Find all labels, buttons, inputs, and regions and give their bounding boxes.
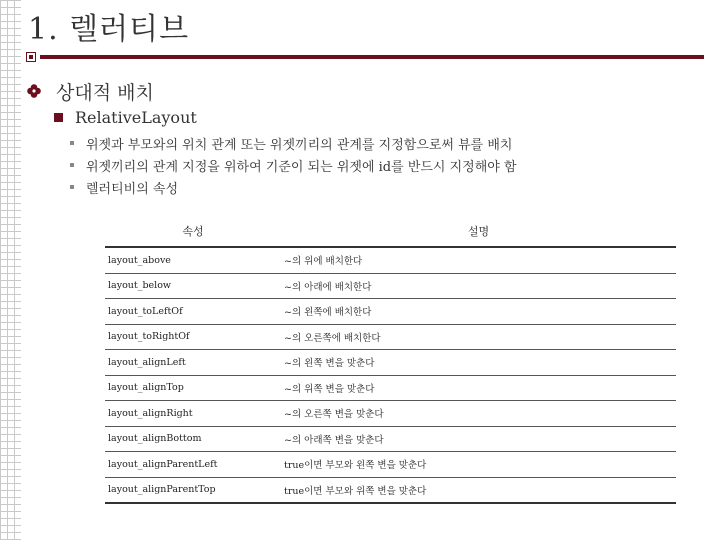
point-text: 위젯과 부모와의 위치 관계 또는 위젯끼리의 관계를 지정함으로써 뷰를 배치 bbox=[86, 137, 513, 153]
attribute-description-cell: ~의 위에 배치한다 bbox=[281, 247, 676, 273]
title-rule bbox=[40, 55, 704, 59]
table-row bbox=[105, 247, 676, 273]
attribute-name-cell: layout_toLeftOf bbox=[105, 299, 281, 325]
table-row bbox=[105, 324, 676, 350]
slide-title: 1. 렐러티브 bbox=[28, 12, 190, 47]
attribute-name-cell: layout_below bbox=[105, 273, 281, 299]
small-square-bullet-icon bbox=[70, 163, 74, 167]
attribute-description-cell: ~의 위쪽 변을 맞춘다 bbox=[281, 375, 676, 401]
subsection-heading bbox=[54, 107, 197, 127]
point-item bbox=[70, 134, 513, 152]
attribute-name-cell: layout_alignRight bbox=[105, 401, 281, 427]
table-row bbox=[105, 477, 676, 503]
attribute-description-cell: ~의 아래쪽 변을 맞춘다 bbox=[281, 426, 676, 452]
table-row bbox=[105, 401, 676, 427]
attribute-description-cell: true이면 부모와 왼쪽 변을 맞춘다 bbox=[281, 452, 676, 478]
table-row bbox=[105, 426, 676, 452]
attribute-description-cell: ~의 왼쪽 변을 맞춘다 bbox=[281, 350, 676, 376]
point-text: 렐러티비의 속성 bbox=[86, 181, 179, 197]
attribute-description-cell: ~의 아래에 배치한다 bbox=[281, 273, 676, 299]
attribute-name-cell: layout_alignLeft bbox=[105, 350, 281, 376]
point-text: 위젯끼리의 관계 지정을 위하여 기준이 되는 위젯에 id를 반드시 지정해야 함 bbox=[86, 159, 517, 175]
attribute-description-cell: ~의 오른쪽 변을 맞춘다 bbox=[281, 401, 676, 427]
diamond-bullet-icon bbox=[26, 83, 42, 99]
point-item bbox=[70, 156, 517, 174]
attribute-description-cell: ~의 오른쪽에 배치한다 bbox=[281, 324, 676, 350]
attribute-name-cell: layout_alignTop bbox=[105, 375, 281, 401]
attribute-name-cell: layout_alignParentLeft bbox=[105, 452, 281, 478]
small-square-bullet-icon bbox=[70, 141, 74, 145]
table-header-row bbox=[105, 216, 676, 247]
title-rule-marker-icon bbox=[26, 52, 36, 62]
subsection-heading-text: RelativeLayout bbox=[75, 107, 197, 127]
attribute-name-cell: layout_alignParentTop bbox=[105, 477, 281, 503]
attribute-table bbox=[105, 216, 676, 504]
table-row bbox=[105, 375, 676, 401]
attribute-description-cell: true이면 부모와 위쪽 변을 맞춘다 bbox=[281, 477, 676, 503]
point-item bbox=[70, 178, 178, 196]
attribute-name-cell: layout_alignBottom bbox=[105, 426, 281, 452]
decorative-grid-strip bbox=[0, 0, 21, 540]
section-heading bbox=[26, 80, 154, 102]
table-row bbox=[105, 299, 676, 325]
section-heading-text: 상대적 배치 bbox=[56, 81, 154, 104]
attribute-description-cell: ~의 왼쪽에 배치한다 bbox=[281, 299, 676, 325]
small-square-bullet-icon bbox=[70, 185, 74, 189]
table-row bbox=[105, 273, 676, 299]
table-row bbox=[105, 350, 676, 376]
table-header-attribute: 속성 bbox=[105, 216, 281, 247]
attribute-name-cell: layout_above bbox=[105, 247, 281, 273]
table-header-description: 설명 bbox=[281, 216, 676, 247]
table-row bbox=[105, 452, 676, 478]
square-bullet-icon bbox=[54, 113, 63, 122]
attribute-name-cell: layout_toRightOf bbox=[105, 324, 281, 350]
